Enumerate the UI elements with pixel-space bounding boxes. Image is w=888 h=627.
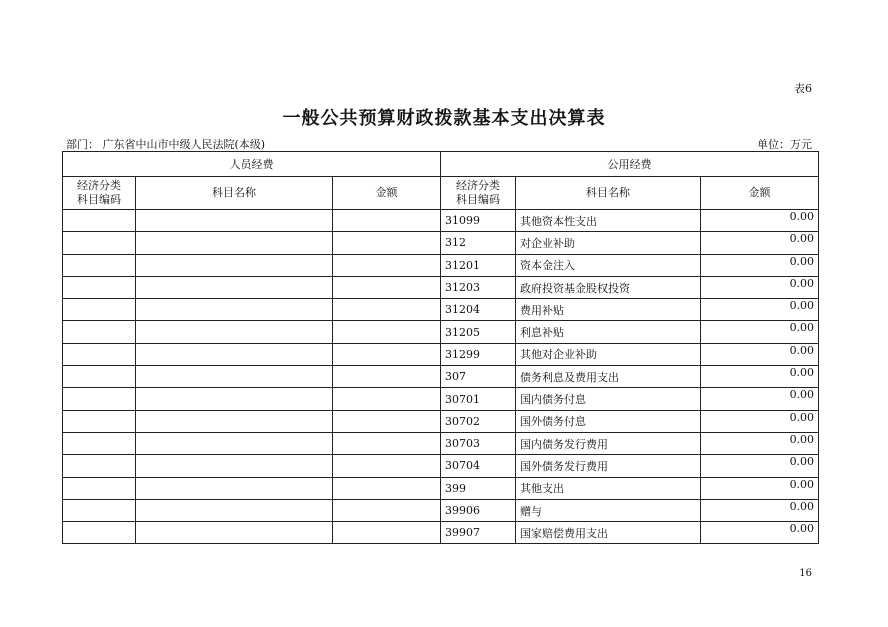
personnel-amount-cell xyxy=(333,254,441,276)
public-name-cell: 其他对企业补助 xyxy=(516,343,701,365)
personnel-amount-cell xyxy=(333,388,441,410)
personnel-code-cell xyxy=(63,321,136,343)
public-name-cell: 国内债务付息 xyxy=(516,388,701,410)
col-code-header: 经济分类 科目编码 xyxy=(441,177,516,210)
group-public-header: 公用经费 xyxy=(441,152,819,177)
personnel-amount-cell xyxy=(333,232,441,254)
public-amount-cell: 0.00 xyxy=(701,210,819,232)
public-amount-cell: 0.00 xyxy=(701,499,819,521)
public-name-cell: 利息补贴 xyxy=(516,321,701,343)
personnel-code-cell xyxy=(63,343,136,365)
public-name-cell: 国内债务发行费用 xyxy=(516,432,701,454)
personnel-name-cell xyxy=(136,388,333,410)
personnel-code-cell xyxy=(63,232,136,254)
personnel-amount-cell xyxy=(333,210,441,232)
table-row xyxy=(63,455,819,477)
table-row xyxy=(63,388,819,410)
table-label: 表6 xyxy=(794,82,812,95)
public-code-cell: 31201 xyxy=(441,254,516,276)
public-code-cell: 30703 xyxy=(441,432,516,454)
personnel-code-cell xyxy=(63,388,136,410)
public-code-cell: 39907 xyxy=(441,522,516,544)
personnel-name-cell xyxy=(136,455,333,477)
public-name-cell: 其他资本性支出 xyxy=(516,210,701,232)
public-name-cell: 资本金注入 xyxy=(516,254,701,276)
table-row xyxy=(63,232,819,254)
public-name-cell: 其他支出 xyxy=(516,477,701,499)
table-row xyxy=(63,410,819,432)
public-amount-cell: 0.00 xyxy=(701,477,819,499)
public-name-cell: 对企业补助 xyxy=(516,232,701,254)
public-amount-cell: 0.00 xyxy=(701,254,819,276)
public-name-cell: 国外债务付息 xyxy=(516,410,701,432)
personnel-name-cell xyxy=(136,232,333,254)
table-row xyxy=(63,210,819,232)
personnel-amount-cell xyxy=(333,455,441,477)
personnel-name-cell xyxy=(136,254,333,276)
table-row xyxy=(63,254,819,276)
table-body xyxy=(63,210,819,544)
personnel-name-cell xyxy=(136,210,333,232)
personnel-code-cell xyxy=(63,522,136,544)
personnel-code-cell xyxy=(63,455,136,477)
table-row xyxy=(63,276,819,298)
public-code-cell: 31203 xyxy=(441,276,516,298)
personnel-amount-cell xyxy=(333,410,441,432)
personnel-amount-cell xyxy=(333,321,441,343)
table-row xyxy=(63,477,819,499)
personnel-code-cell xyxy=(63,410,136,432)
personnel-code-cell xyxy=(63,299,136,321)
public-name-cell: 赠与 xyxy=(516,499,701,521)
table-row xyxy=(63,299,819,321)
public-code-cell: 39906 xyxy=(441,499,516,521)
public-amount-cell: 0.00 xyxy=(701,276,819,298)
personnel-amount-cell xyxy=(333,276,441,298)
public-amount-cell: 0.00 xyxy=(701,388,819,410)
public-amount-cell: 0.00 xyxy=(701,455,819,477)
public-code-cell: 31204 xyxy=(441,299,516,321)
public-code-cell: 31205 xyxy=(441,321,516,343)
unit-label: 单位：万元 xyxy=(757,138,812,151)
public-name-cell: 政府投资基金股权投资 xyxy=(516,276,701,298)
group-header-row xyxy=(63,152,819,177)
public-amount-cell: 0.00 xyxy=(701,343,819,365)
personnel-code-cell xyxy=(63,477,136,499)
table-row xyxy=(63,343,819,365)
page-number: 16 xyxy=(799,568,812,579)
personnel-name-cell xyxy=(136,366,333,388)
personnel-name-cell xyxy=(136,276,333,298)
public-name-cell: 国外债务发行费用 xyxy=(516,455,701,477)
personnel-name-cell xyxy=(136,343,333,365)
col-name-header: 科目名称 xyxy=(136,177,333,210)
public-name-cell: 费用补贴 xyxy=(516,299,701,321)
personnel-name-cell xyxy=(136,522,333,544)
personnel-code-cell xyxy=(63,499,136,521)
public-code-cell: 312 xyxy=(441,232,516,254)
table-row xyxy=(63,499,819,521)
table-row xyxy=(63,321,819,343)
public-code-cell: 307 xyxy=(441,366,516,388)
public-code-cell: 30704 xyxy=(441,455,516,477)
public-code-cell: 30702 xyxy=(441,410,516,432)
table-row xyxy=(63,366,819,388)
public-code-cell: 31099 xyxy=(441,210,516,232)
public-name-cell: 国家赔偿费用支出 xyxy=(516,522,701,544)
public-amount-cell: 0.00 xyxy=(701,432,819,454)
personnel-code-cell xyxy=(63,366,136,388)
public-code-cell: 31299 xyxy=(441,343,516,365)
personnel-code-cell xyxy=(63,432,136,454)
personnel-amount-cell xyxy=(333,477,441,499)
personnel-name-cell xyxy=(136,477,333,499)
page-title: 一般公共预算财政拨款基本支出决算表 xyxy=(282,108,606,129)
personnel-name-cell xyxy=(136,299,333,321)
personnel-name-cell xyxy=(136,499,333,521)
department-label: 部门： 广东省中山市中级人民法院(本级) xyxy=(66,138,266,151)
personnel-amount-cell xyxy=(333,499,441,521)
personnel-name-cell xyxy=(136,432,333,454)
personnel-name-cell xyxy=(136,321,333,343)
col-name-header: 科目名称 xyxy=(516,177,701,210)
public-amount-cell: 0.00 xyxy=(701,299,819,321)
column-header-row xyxy=(63,177,819,210)
public-code-cell: 399 xyxy=(441,477,516,499)
personnel-amount-cell xyxy=(333,299,441,321)
public-amount-cell: 0.00 xyxy=(701,522,819,544)
table-row xyxy=(63,522,819,544)
personnel-amount-cell xyxy=(333,343,441,365)
col-amount-header: 金额 xyxy=(701,177,819,210)
personnel-code-cell xyxy=(63,276,136,298)
expenditure-table xyxy=(62,151,819,544)
public-code-cell: 30701 xyxy=(441,388,516,410)
personnel-code-cell xyxy=(63,210,136,232)
personnel-amount-cell xyxy=(333,522,441,544)
group-personnel-header: 人员经费 xyxy=(63,152,441,177)
public-amount-cell: 0.00 xyxy=(701,321,819,343)
public-amount-cell: 0.00 xyxy=(701,366,819,388)
public-amount-cell: 0.00 xyxy=(701,410,819,432)
col-amount-header: 金额 xyxy=(333,177,441,210)
table-row xyxy=(63,432,819,454)
public-name-cell: 债务利息及费用支出 xyxy=(516,366,701,388)
personnel-amount-cell xyxy=(333,432,441,454)
col-code-header: 经济分类 科目编码 xyxy=(63,177,136,210)
personnel-amount-cell xyxy=(333,366,441,388)
personnel-name-cell xyxy=(136,410,333,432)
personnel-code-cell xyxy=(63,254,136,276)
public-amount-cell: 0.00 xyxy=(701,232,819,254)
